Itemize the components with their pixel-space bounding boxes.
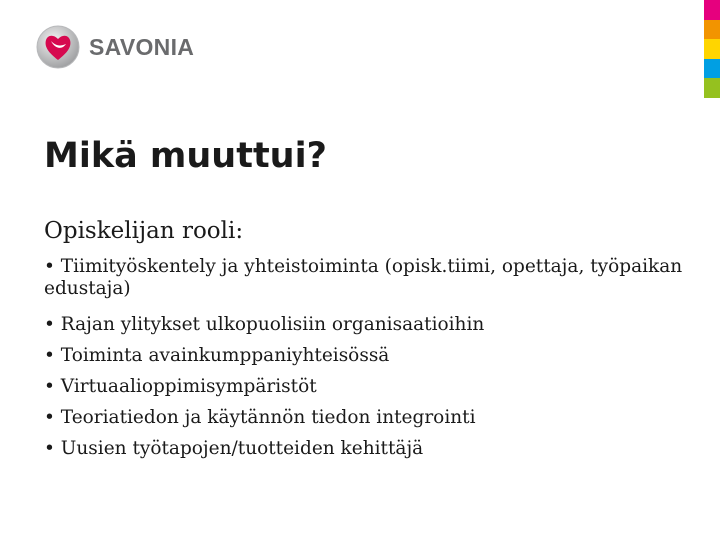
bullet-item: • Toiminta avainkumppaniyhteisössä xyxy=(44,345,390,366)
bullet-item: • Virtuaalioppimisympäristöt xyxy=(44,376,317,397)
color-strip-blue xyxy=(704,59,720,79)
savonia-heart-logo-icon xyxy=(36,25,80,69)
color-strip-yellow xyxy=(704,39,720,59)
bullet-item: • Tiimityöskentely ja yhteistoiminta (opisk.tiimi, opettaja, työpaikan edustaja) xyxy=(44,256,683,299)
savonia-logo xyxy=(36,24,194,70)
color-strip-green xyxy=(704,78,720,98)
slide-title: Mikä muuttui? xyxy=(44,136,327,176)
logo-text: SAVONIA xyxy=(89,33,195,60)
color-strip-orange xyxy=(704,20,720,40)
color-strip-magenta xyxy=(704,0,720,20)
bullet-list xyxy=(44,256,684,464)
bullet-item: • Rajan ylitykset ulkopuolisiin organisaatioihin xyxy=(44,314,485,335)
color-strip xyxy=(704,0,720,98)
bullet-item: • Teoriatiedon ja käytännön tiedon integrointi xyxy=(44,407,476,428)
slide-subtitle: Opiskelijan rooli: xyxy=(44,218,244,244)
bullet-item: • Uusien työtapojen/tuotteiden kehittäjä xyxy=(44,438,424,459)
